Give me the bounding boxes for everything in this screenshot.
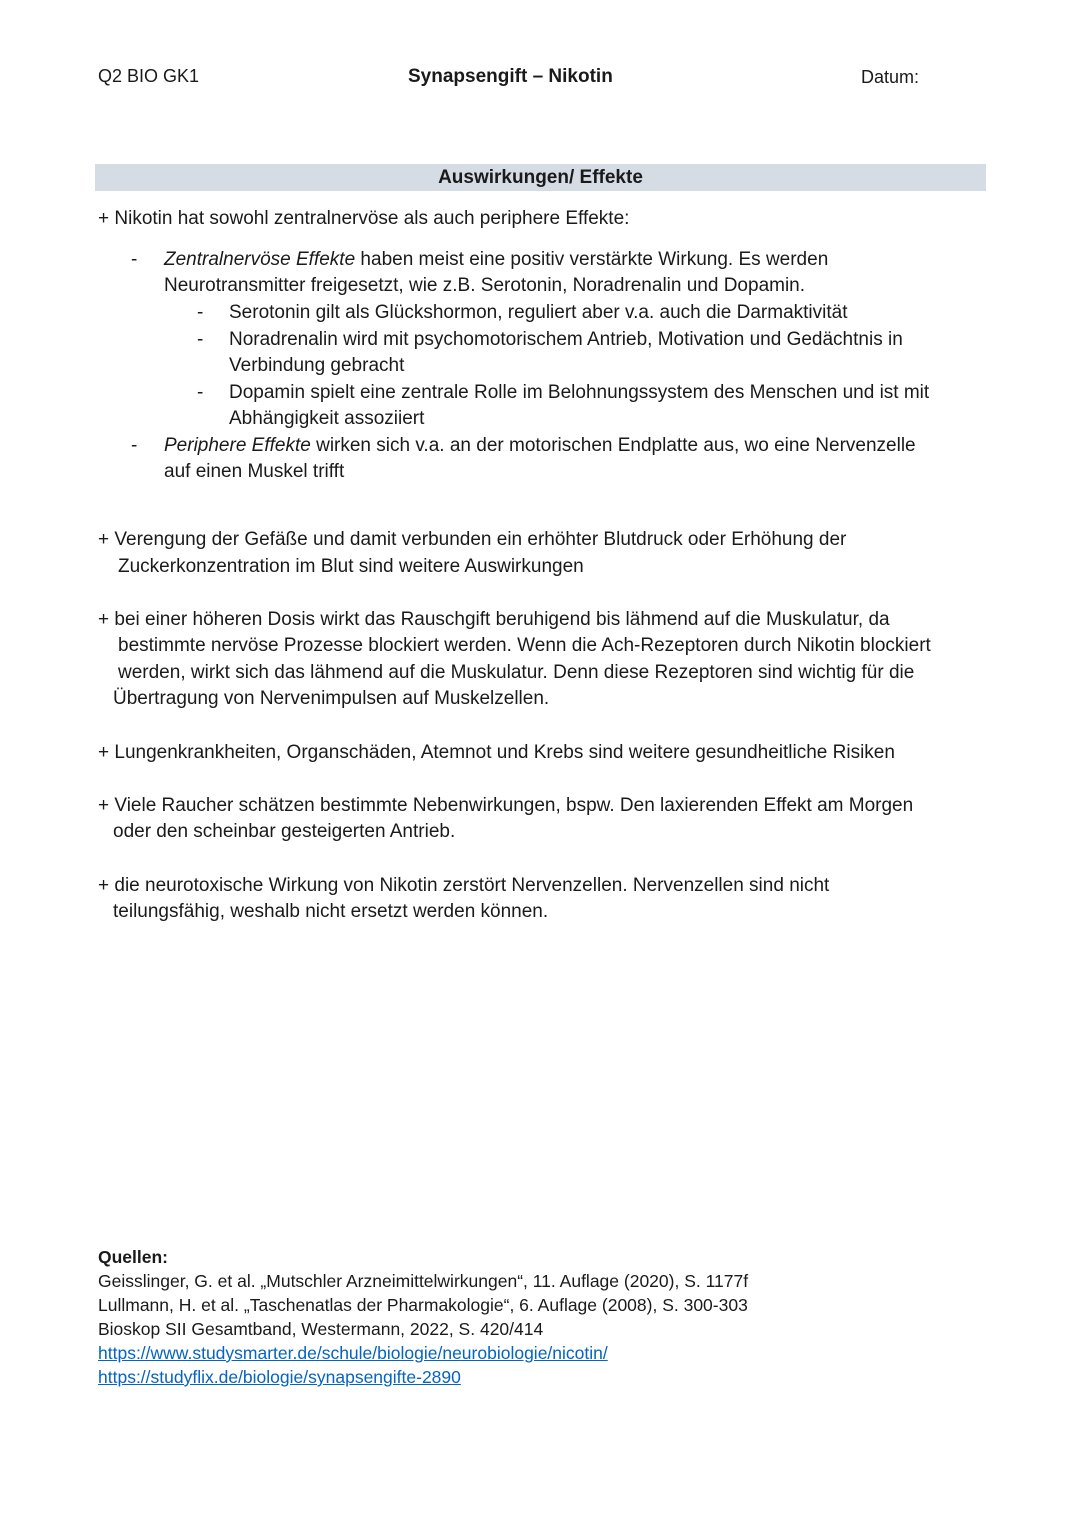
source-item: Lullmann, H. et al. „Taschenatlas der Pharmakologie“, 6. Auflage (2008), S. 300-303 xyxy=(98,1295,748,1315)
sub-item-noradrenalin: Noradrenalin wird mit psychomotorischem Antrieb, Motivation und Gedächtnis in xyxy=(229,329,903,350)
paragraph-dose-cont: Übertragung von Nervenimpulsen auf Muskelzellen. xyxy=(113,688,550,709)
sub-item-noradrenalin-cont: Verbindung gebracht xyxy=(229,355,405,376)
peripheral-effects-line-1 xyxy=(164,433,916,459)
paragraph-smokers-cont: oder den scheinbar gesteigerten Antrieb. xyxy=(113,821,456,842)
page-title: Synapsengift – Nikotin xyxy=(408,66,613,87)
sources-heading: Quellen: xyxy=(98,1247,169,1267)
date-label: Datum: xyxy=(861,67,920,87)
source-item: Bioskop SII Gesamtband, Westermann, 2022, S. 420/414 xyxy=(98,1319,544,1339)
section-heading: Auswirkungen/ Effekte xyxy=(95,164,986,191)
sub-bullet-dash: - xyxy=(197,329,204,350)
course-label: Q2 BIO GK1 xyxy=(98,66,200,86)
paragraph-dose-cont: werden, wirkt sich das lähmend auf die Muskulatur. Denn diese Rezeptoren sind wichtig für die xyxy=(118,662,915,683)
paragraph-risks: + Lungenkrankheiten, Organschäden, Atemnot und Krebs sind weitere gesundheitliche Risiken xyxy=(98,742,895,763)
bullet-dash: - xyxy=(131,435,138,456)
paragraph-vessels-cont: Zuckerkonzentration im Blut sind weitere Auswirkungen xyxy=(118,556,584,577)
central-effects-line-2: Neurotransmitter freigesetzt, wie z.B. Serotonin, Noradrenalin und Dopamin. xyxy=(164,275,806,296)
central-effects-text: haben meist eine positiv verstärkte Wirkung. Es werden xyxy=(355,249,829,270)
central-effects-line-1 xyxy=(164,247,828,273)
peripheral-effects-text: wirken sich v.a. an der motorischen Endplatte aus, wo eine Nervenzelle xyxy=(310,435,916,456)
paragraph-neurotoxic: + die neurotoxische Wirkung von Nikotin zerstört Nervenzellen. Nervenzellen sind nicht xyxy=(98,875,830,896)
paragraph-smokers: + Viele Raucher schätzen bestimmte Nebenwirkungen, bspw. Den laxierenden Effekt am Morgen xyxy=(98,795,914,816)
central-effects-term: Zentralnervöse Effekte xyxy=(164,249,356,270)
sub-item-serotonin: Serotonin gilt als Glückshormon, reguliert aber v.a. auch die Darmaktivität xyxy=(229,302,848,323)
intro-text: + Nikotin hat sowohl zentralnervöse als auch periphere Effekte: xyxy=(98,208,630,229)
peripheral-effects-term: Periphere Effekte xyxy=(164,435,311,456)
sub-bullet-dash: - xyxy=(197,302,204,323)
paragraph-neurotoxic-cont: teilungsfähig, weshalb nicht ersetzt werden können. xyxy=(113,901,549,922)
sub-item-dopamin: Dopamin spielt eine zentrale Rolle im Belohnungssystem des Menschen und ist mit xyxy=(229,382,930,403)
bullet-dash: - xyxy=(131,249,138,270)
sub-item-dopamin-cont: Abhängigkeit assoziiert xyxy=(229,408,425,429)
sub-bullet-dash: - xyxy=(197,382,204,403)
source-item: Geisslinger, G. et al. „Mutschler Arzneimittelwirkungen“, 11. Auflage (2020), S. 1177f xyxy=(98,1271,749,1291)
paragraph-dose-cont: bestimmte nervöse Prozesse blockiert werden. Wenn die Ach-Rezeptoren durch Nikotin blockiert xyxy=(118,635,931,656)
peripheral-effects-line-2: auf einen Muskel trifft xyxy=(164,461,345,482)
paragraph-vessels: + Verengung der Gefäße und damit verbunden ein erhöhter Blutdruck oder Erhöhung der xyxy=(98,529,847,550)
paragraph-dose: + bei einer höheren Dosis wirkt das Rauschgift beruhigend bis lähmend auf die Muskulatur, da xyxy=(98,609,890,630)
source-link-studyflix[interactable]: https://studyflix.de/biologie/synapsengifte-2890 xyxy=(98,1367,461,1387)
source-link-studysmarter[interactable]: https://www.studysmarter.de/schule/biologie/neurobiologie/nicotin/ xyxy=(98,1343,608,1363)
